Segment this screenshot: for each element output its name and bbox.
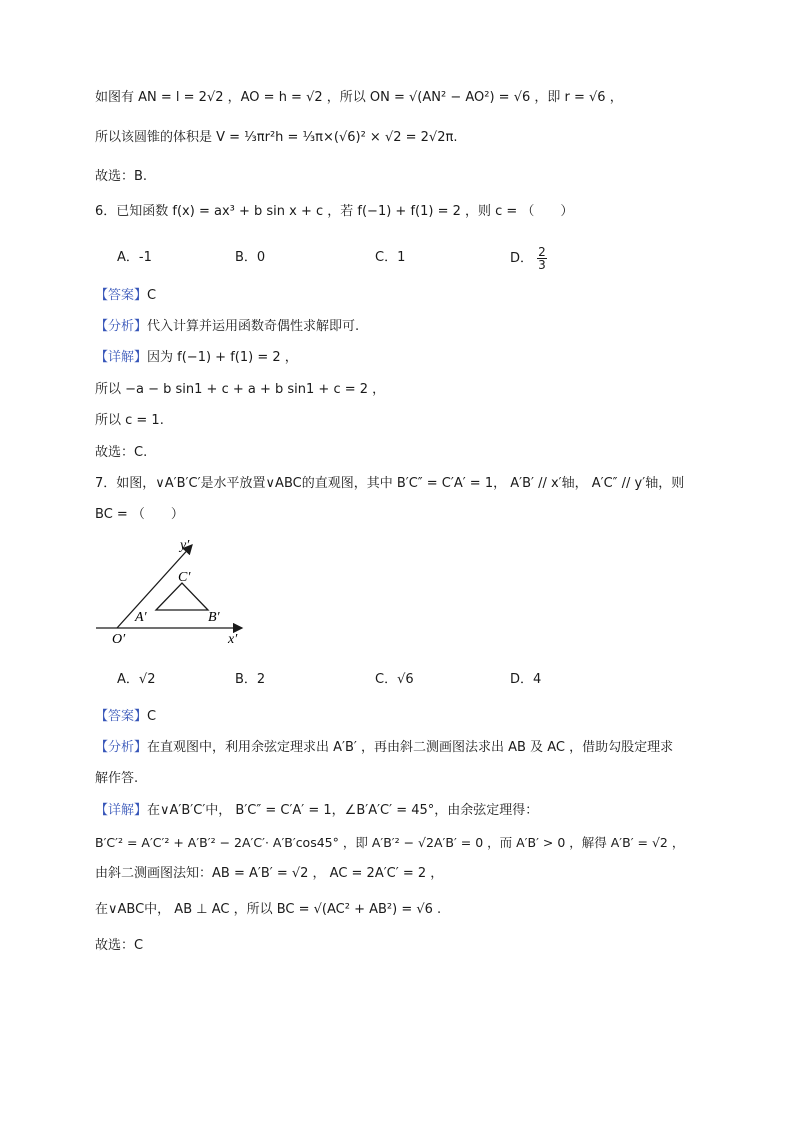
q7-options	[117, 668, 637, 692]
analysis-tag: 【分析】	[95, 740, 148, 755]
option-d: D． $\frac{2}{3}$	[510, 245, 546, 272]
text-line: 如图有 AN = l = 2√2 ，AO = h = √2 ，所以 ON = √(AN² − AO²) = √6 ，即 r = √6 ，	[95, 90, 623, 105]
option-a: A．√2	[117, 672, 156, 687]
detail-tag: 【详解】	[95, 350, 148, 365]
text-line: 所以 c = 1.	[95, 413, 164, 428]
text-line: 所以该圆锥的体积是 V = ⅓πr²h = ⅓π×(√6)² × √2 = 2√2π.	[95, 130, 458, 145]
answer-line: 【答案】C	[95, 709, 157, 724]
label-origin: O′	[112, 632, 126, 647]
option-c: C．1	[375, 250, 406, 265]
label-c: C′	[178, 570, 191, 585]
y-axis	[117, 545, 192, 628]
analysis-tag: 【分析】	[95, 319, 148, 334]
detail-line: 【详解】在∨A′B′C′中， B′C″ = C′A′ = 1，∠B′A′C′ = 45°，由余弦定理得：	[95, 803, 539, 818]
oblique-projection-figure	[92, 535, 252, 650]
label-x-axis: x′	[228, 632, 238, 647]
text-line: B′C′² = A′C′² + A′B′² − 2A′C′· A′B′cos45° ，即 A′B′² − √2A′B′ = 0 ，而 A′B′ > 0 ，解得 A′B′ = √2 ，	[95, 835, 685, 850]
option-a: A．-1	[117, 250, 152, 265]
text-line: 故选：C.	[95, 445, 148, 460]
text-line: 所以 −a − b sin1 + c + a + b sin1 + c = 2 ，	[95, 382, 386, 397]
option-b: B．0	[235, 250, 266, 265]
text-line: 由斜二测画图法知：AB = A′B′ = √2 ， AC = 2A′C′ = 2 ，	[95, 866, 444, 881]
text-line: 在∨ABC中， AB ⊥ AC ，所以 BC = √(AC² + AB²) = √6 .	[95, 902, 442, 917]
triangle	[156, 583, 208, 610]
analysis-line: 【分析】代入计算并运用函数奇偶性求解即可.	[95, 319, 360, 334]
label-a: A′	[135, 610, 147, 625]
answer-tag: 【答案】	[95, 288, 148, 303]
option-b: B．2	[235, 672, 266, 687]
analysis-line: 【分析】在直观图中，利用余弦定理求出 A′B′ ，再由斜二测画图法求出 AB 及 AC ，借助勾股定理求	[95, 740, 674, 755]
answer-tag: 【答案】	[95, 709, 148, 724]
question-7: 7．如图，∨A′B′C′是水平放置∨ABC的直观图，其中 B′C″ = C′A′ = 1， A′B′ // x′轴， A′C″ // y′轴，则	[95, 476, 685, 491]
option-c: C．√6	[375, 672, 414, 687]
text-line: 故选：C	[95, 938, 144, 953]
option-d: D．4	[510, 672, 542, 687]
text-line: 解作答.	[95, 771, 139, 786]
label-y-axis: y′	[180, 538, 190, 553]
fraction-denominator: 3	[538, 258, 546, 272]
detail-line: 【详解】因为 f(−1) + f(1) = 2 ，	[95, 350, 298, 365]
q6-options	[117, 246, 637, 270]
text-line: BC = （ ）	[95, 507, 184, 522]
label-b: B′	[208, 610, 220, 625]
question-6: 6．已知函数 f(x) = ax³ + b sin x + c ，若 f(−1) + f(1) = 2 ，则 c = （ ）	[95, 204, 574, 219]
fraction-numerator: 2	[538, 245, 546, 259]
text-line: 故选：B.	[95, 169, 148, 184]
answer-line: 【答案】C	[95, 288, 157, 303]
detail-tag: 【详解】	[95, 803, 148, 818]
